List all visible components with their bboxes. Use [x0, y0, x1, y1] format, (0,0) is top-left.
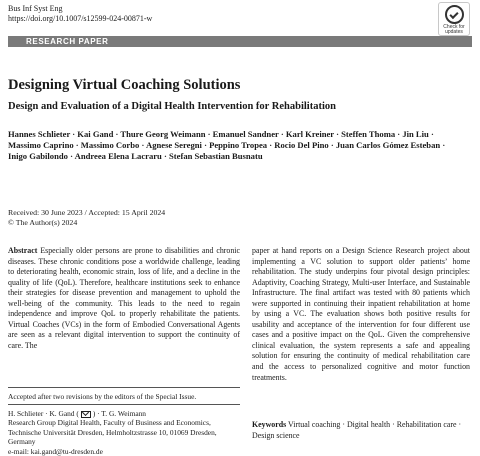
section-label: RESEARCH PAPER	[26, 37, 109, 46]
received-accepted-dates: Received: 30 June 2023 / Accepted: 15 April 2024	[8, 208, 166, 217]
journal-name: Bus Inf Syst Eng	[8, 4, 63, 13]
abstract-continued-text: paper at hand reports on a Design Science Research project about implementing a VC solution to support older patients’ home rehabilitation. The study underpins four pivotal design principles: Adaptivity, Coaching Strategy, Multi-user Interface, and Sustainable Infrastructure. The final artifact was tested with 80 patients which were supported in continuing their inpatient rehabilitation at home by using a VC. The evaluation shows both positive results for usability and acceptance of the intervention for four different use cases and a positive impact on the QoL. Given the comprehensive clinical evaluation, the system represents a safe and appealing solution for ensuring the continuity of medical rehabilitation care and the access to personalized cognitive and motor function treatments.	[252, 246, 470, 382]
footnote-divider	[8, 387, 240, 388]
abstract-column	[8, 246, 240, 351]
abstract-text: Especially older persons are prone to disabilities and chronic diseases. These chronic conditions pose a worldwide challenge, leading to deteriorating health, economic strain, loss of life, and a decline in the quality of life (QoL). Therefore, healthcare institutions seek to enhance their strategies for disease prevention and management to uphold the well-being of the community. This leads to the need to regain independence and improve QoL to properly rehabilitate the patients. Virtual Coaches (VCs) in the form of Embodied Conversational Agents are seen as a relevant digital intervention to support the continuity of care. The	[8, 246, 240, 350]
article-subtitle: Design and Evaluation of a Digital Health Intervention for Rehabilitation	[8, 101, 336, 112]
keywords-block	[252, 420, 470, 441]
section-band	[8, 36, 472, 47]
copyright-notice: © The Author(s) 2024	[8, 218, 78, 227]
article-title: Designing Virtual Coaching Solutions	[8, 77, 241, 93]
footnote-divider-2	[8, 404, 240, 405]
keywords-heading: Keywords	[252, 420, 287, 429]
affiliation-text: Research Group Digital Health, Faculty of Business and Economics, Technische Universität Dresden, Helmholtzstrasse 10, 01069 Dresden, Germany	[8, 418, 217, 447]
check-for-updates-badge[interactable]	[438, 2, 470, 36]
doi-link[interactable]: https://doi.org/10.1007/s12599-024-00871-w	[8, 14, 153, 23]
authors-line-part-b: ) · T. G. Weimann	[92, 409, 146, 418]
authors-line-part-a: H. Schlieter · K. Gand (	[8, 409, 79, 418]
check-circle-icon	[445, 5, 464, 24]
author-affiliation	[8, 409, 240, 456]
contact-email[interactable]: e-mail: kai.gand@tu-dresden.de	[8, 446, 103, 456]
abstract-continued-column	[252, 246, 470, 383]
author-list: Hannes Schlieter · Kai Gand · Thure Georg Weimann · Emanuel Sandner · Karl Kreiner · Steffen Thoma · Jin Liu · Massimo Caprino · Massimo Corbo · Agnese Seregni · Peppino Tropea · Rocio Del Pino · Juan Carlos Gómez Esteban · Inigo Gabilondo · Andreea Elena Lacraru · Stefan Sebastian Busnatu	[8, 129, 446, 162]
accepted-note: Accepted after two revisions by the editors of the Special Issue.	[8, 392, 197, 401]
abstract-heading: Abstract	[8, 246, 38, 255]
envelope-icon	[81, 411, 91, 418]
keywords-text: Virtual coaching · Digital health · Rehabilitation care · Design science	[252, 420, 462, 440]
corresponding-authors-line	[8, 409, 240, 418]
badge-label: Check for updates	[443, 24, 465, 35]
